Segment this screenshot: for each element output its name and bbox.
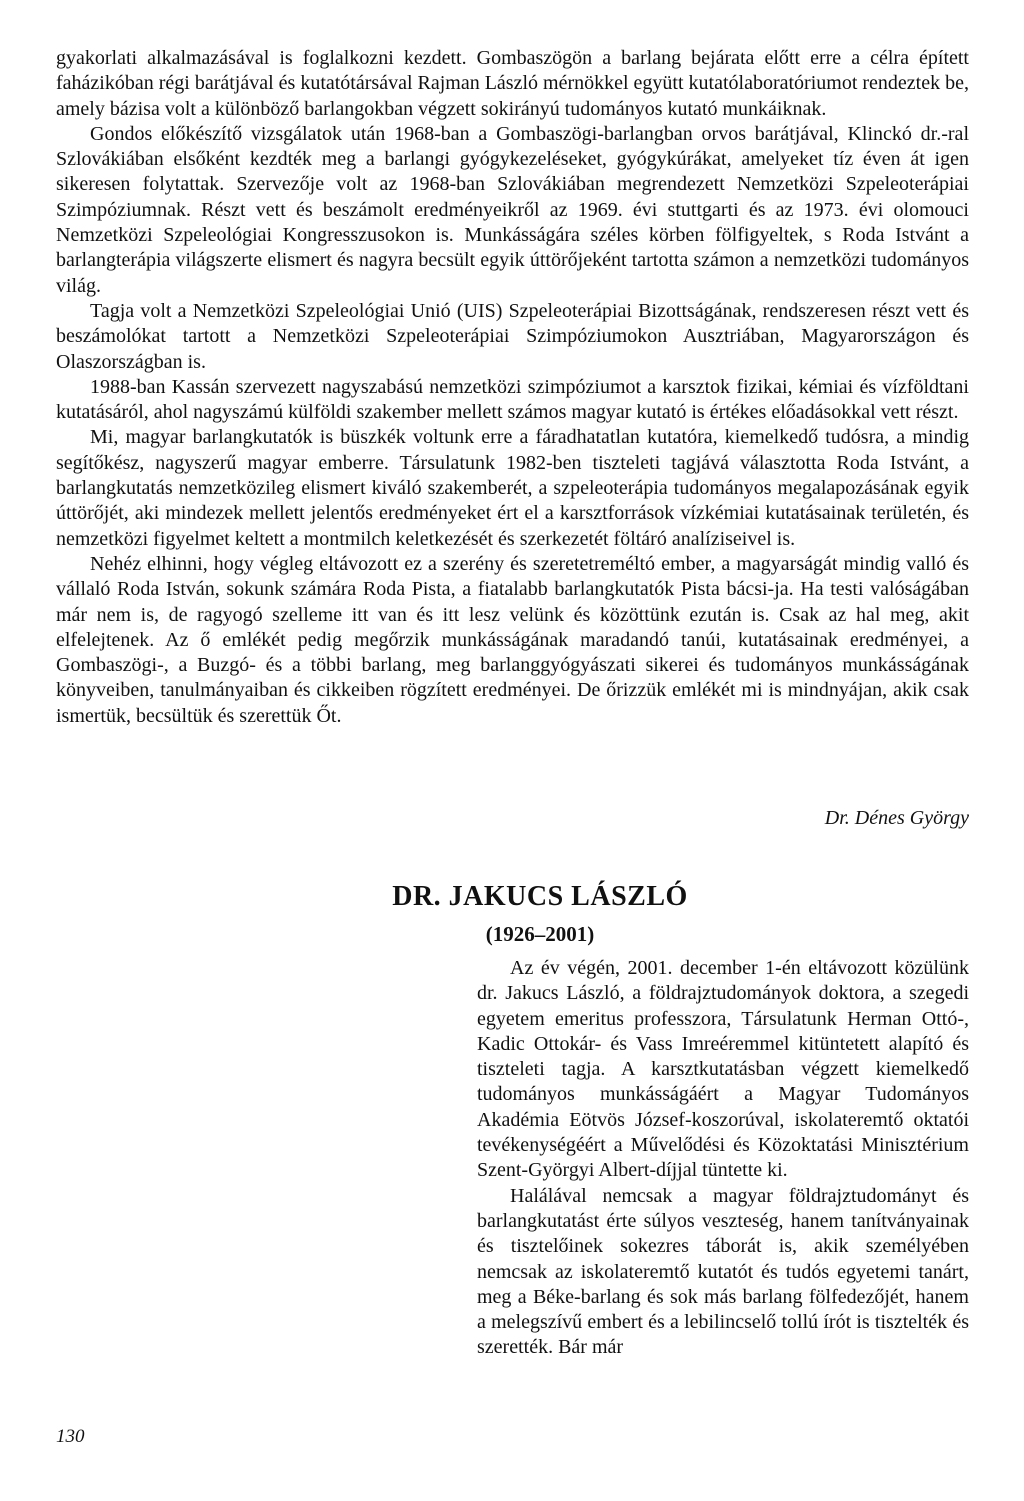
paragraph: Halálával nemcsak a magyar földrajztudományt és barlangkutatást érte súlyos veszteség, hanem tanítványainak és tisztelőinek sokezres táborát is, akik személyében nemcsak az iskolateremtő kutatót és tudós egyetemi tanárt, meg a Béke-barlang és sok más barlang fölfedezőjét, hanem a melegszívű embert és a lebilincselő tollú írót is tisztelték és szerették. Bár már	[477, 1184, 969, 1359]
paragraph: 1988-ban Kassán szervezett nagyszabású nemzetközi szimpóziumot a karsztok fizikai, kémiai és vízföldtani kutatásáról, ahol nagyszámú külföldi szakember mellett számos magyar kutató is értékes előadásokkal vett részt.	[56, 375, 969, 424]
paragraph: Az év végén, 2001. december 1-én eltávozott közülünk dr. Jakucs László, a földrajztudományok doktora, a szegedi egyetem emeritus professzora, Társulatunk Herman Ottó-, Kadic Ottokár- és Vass Imreéremmel kitüntetett alapító és tiszteleti tagja. A karsztkutatásban végzett kiemelkedő tudományos munkásságáért a Magyar Tudományos Akadémia Eötvös József-koszorúval, iskolateremtő oktatói tevékenységéért a Művelődési és Közoktatási Minisztérium Szent-Györgyi Albert-díjjal tüntette ki.	[477, 957, 969, 1182]
paragraph: gyakorlati alkalmazásával is foglalkozni kezdett. Gombaszögön a barlang bejárata előtt erre a célra épített faházikóban régi barátjával és kutatótársával Rajman László mérnökkel együtt kutatólaboratóriumot rendeztek be, amely bázisa volt a különböző barlangokban végzett sokirányú tudományos kutató munkáiknak.	[56, 47, 969, 120]
paragraph: Tagja volt a Nemzetközi Szpeleológiai Unió (UIS) Szpeleoterápiai Bizottságának, rendszeresen részt vett és beszámolókat tartott a Nemzetközi Szpeleoterápiai Szimpóziumokon Ausztriában, Magyarországon és Olaszországban is.	[56, 299, 969, 373]
paragraph: Nehéz elhinni, hogy végleg eltávozott ez a szerény és szeretetreméltó ember, a magyarságát mindig valló és vállaló Roda István, sokunk számára Roda Pista, a fiatalabb barlangkutatók Pista bácsi-ja. Ha testi valóságában már nem is, de ragyogó szelleme itt van és itt lesz velünk és közöttünk ezután is. Csak az hal meg, akit elfelejtenek. Az ő emlékét pedig megőrzik munkásságának maradandó tanúi, kutatásainak eredményei, a Gombaszögi-, a Buzgó- és a többi barlang, meg barlanggyógyászati sikerei és tudományos munkásságának könyveiben, tanulmányaiban és cikkeiben rögzített eredményei. De őrizzük emlékét mi is mindnyájan, akik csak ismertük, becsültük és szerettük Őt.	[56, 552, 969, 727]
paragraph: Mi, magyar barlangkutatók is büszkék voltunk erre a fáradhatatlan kutatóra, kiemelkedő tudósra, a mindig segítőkész, nagyszerű magyar emberre. Társulatunk 1982-ben tiszteleti tagjává választotta Roda Istvánt, a barlangkutatás nemzetközileg elismert kiváló szakemberét, a szpeleoterápia tudományos megalapozásának egyik úttörőjét, aki mindezek mellett jelentős eredményeket ért el a karsztforrások vízkémiai kutatásainak területén, és nemzetközi figyelmet keltett a montmilch keletkezését és szerkezetét föltáró analíziseivel is.	[56, 426, 969, 550]
obituary-title: DR. JAKUCS LÁSZLÓ	[392, 881, 688, 912]
obituary-text	[477, 956, 969, 1361]
main-article-text	[56, 46, 969, 729]
obituary-heading	[300, 880, 780, 948]
obituary-years: (1926–2001)	[485, 922, 595, 946]
page-number: 130	[56, 1426, 85, 1447]
author-signature: Dr. Dénes György	[824, 807, 969, 829]
paragraph: Gondos előkészítő vizsgálatok után 1968-ban a Gombaszögi-barlangban orvos barátjával, Klinckó dr.-ral Szlovákiában elsőként kezdték meg a barlangi gyógykezeléseket, gyógykúrákat, amelyeket tíz éven át igen sikeresen folytattak. Szervezője volt az 1968-ban Szlovákiában megrendezett Nemzetközi Szpeleoterápiai Szimpóziumnak. Részt vett és beszámolt eredményeikről az 1969. évi stuttgarti és az 1973. évi olomouci Nemzetközi Szpeleológiai Kongresszusokon is. Munkásságára széles körben fölfigyeltek, s Roda Istvánt a barlangterápia világszerte elismert és nagyra becsült egyik úttörőjeként tartotta számon a nemzetközi tudományos világ.	[56, 122, 969, 297]
